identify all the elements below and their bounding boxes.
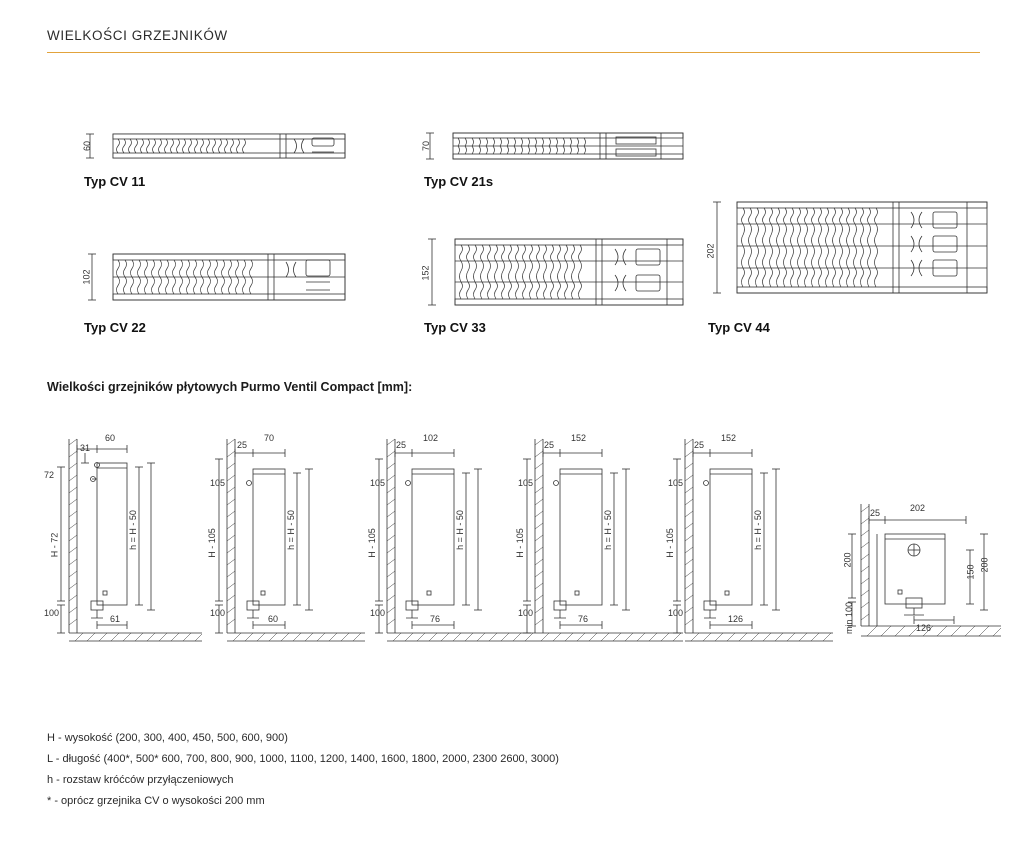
cv22-side-dim: H - 105 — [366, 528, 377, 558]
cv33-drawing — [420, 235, 710, 311]
cv11-label: Typ CV 11 — [84, 174, 146, 189]
cv44-drawing — [705, 198, 995, 298]
page-header — [47, 28, 980, 53]
cv22-label: Typ CV 22 — [84, 320, 146, 335]
cv22-center-label: h = H - 50 — [454, 510, 465, 550]
cross-section-cv44 — [705, 198, 995, 318]
cv44-detail-height-inner-dim: 150 — [965, 564, 976, 580]
cv33-install-drawing — [513, 435, 688, 670]
cv44-wall-offset-dim: 25 — [694, 440, 705, 450]
detail-diagram-cv44 — [836, 498, 1006, 663]
cv22-bottom-width-dim: 76 — [430, 614, 441, 624]
cv44-depth-dim: 202 — [705, 243, 716, 259]
cv33-wall-offset-dim: 25 — [544, 440, 555, 450]
cv11-depth-dim-2: 60 — [105, 433, 116, 443]
cv33-side-dim: H - 105 — [514, 528, 525, 558]
page-title: WIELKOŚCI GRZEJNIKÓW — [47, 28, 228, 43]
cv44-detail-drawing — [836, 498, 1006, 663]
cv44-floor-dim: 100 — [668, 608, 684, 618]
cv33-bottom-width-dim: 76 — [578, 614, 589, 624]
cv21s-drawing — [420, 128, 710, 168]
cv44-center-label: h = H - 50 — [752, 510, 763, 550]
cv21s-top-clearance-dim: 105 — [210, 478, 226, 488]
cross-section-cv22 — [80, 250, 380, 320]
install-diagram-cv21s — [205, 435, 370, 670]
cv44-detail-height-right-dim: 200 — [979, 557, 990, 573]
note-h: H - wysokość (200, 300, 400, 450, 500, 600, 900) — [47, 732, 288, 744]
cv11-depth-dim: 60 — [82, 140, 93, 152]
cv44-label: Typ CV 44 — [708, 320, 770, 335]
note-asterisk: * - oprócz grzejnika CV o wysokości 200 mm — [47, 795, 265, 807]
legend-notes — [47, 728, 559, 812]
cv44-detail-bottom-width-dim: 126 — [916, 623, 932, 633]
header-divider — [47, 52, 980, 53]
cv11-drawing — [80, 128, 380, 168]
cv33-depth-dim: 152 — [420, 265, 431, 281]
cv22-top-clearance-dim: 105 — [370, 478, 386, 488]
cv44-detail-wall-offset-dim: 25 — [870, 508, 881, 518]
cv44-install-drawing — [663, 435, 838, 670]
cv21s-depth-dim-2: 70 — [264, 433, 275, 443]
cv21s-label: Typ CV 21s — [424, 174, 494, 189]
cv44-detail-floor-min-dim: min 100 — [844, 601, 855, 635]
cv22-floor-dim: 100 — [370, 608, 386, 618]
cv21s-depth-dim: 70 — [421, 140, 432, 152]
cv21s-center-label: h = H - 50 — [285, 510, 296, 550]
cv44-depth-dim-2: 152 — [721, 433, 737, 443]
cv21s-side-dim: H - 105 — [206, 528, 217, 558]
note-h-small: h - rozstaw króćców przyłączeniowych — [47, 774, 234, 786]
cv33-label: Typ CV 33 — [424, 320, 486, 335]
cv33-depth-dim-2: 152 — [571, 433, 587, 443]
cv33-floor-dim: 100 — [518, 608, 534, 618]
cv44-bottom-width-dim: 126 — [728, 614, 744, 624]
cv11-side-dim: H - 72 — [49, 532, 60, 558]
cv44-side-dim: H - 105 — [664, 528, 675, 558]
cv11-center-label: h = H - 50 — [127, 510, 138, 550]
cv33-center-label: h = H - 50 — [602, 510, 613, 550]
cross-section-cv33 — [420, 235, 710, 325]
note-l: L - długość (400*, 500* 600, 700, 800, 900, 1000, 1100, 1200, 1400, 1600, 1800, 2000, 2300 2600, 3000) — [47, 753, 559, 765]
cv21s-wall-offset-dim: 25 — [237, 440, 248, 450]
cv21s-bottom-width-dim: 60 — [268, 614, 279, 624]
cv21s-floor-dim: 100 — [210, 608, 226, 618]
cv22-drawing — [80, 250, 380, 306]
cv33-top-clearance-dim: 105 — [518, 478, 534, 488]
cv44-detail-height-left-dim: 200 — [842, 552, 853, 568]
cv11-bottom-width-dim: 61 — [110, 614, 121, 624]
cv22-depth-dim: 102 — [81, 269, 92, 285]
install-diagram-cv11 — [47, 435, 207, 670]
cv44-detail-depth-dim: 202 — [910, 503, 926, 513]
section-title: Wielkości grzejników płytowych Purmo Ventil Compact [mm]: — [47, 380, 413, 394]
cv11-wall-offset-dim: 31 — [80, 443, 91, 453]
install-diagram-cv33 — [513, 435, 688, 670]
cv11-top-clearance-dim: 72 — [44, 470, 55, 480]
cv22-wall-offset-dim: 25 — [396, 440, 407, 450]
cv11-floor-dim: 100 — [44, 608, 60, 618]
cv44-top-clearance-dim: 105 — [668, 478, 684, 488]
install-diagram-cv44 — [663, 435, 838, 670]
cv11-install-drawing — [47, 435, 207, 670]
cv21s-install-drawing — [205, 435, 370, 670]
cv22-depth-dim-2: 102 — [423, 433, 439, 443]
